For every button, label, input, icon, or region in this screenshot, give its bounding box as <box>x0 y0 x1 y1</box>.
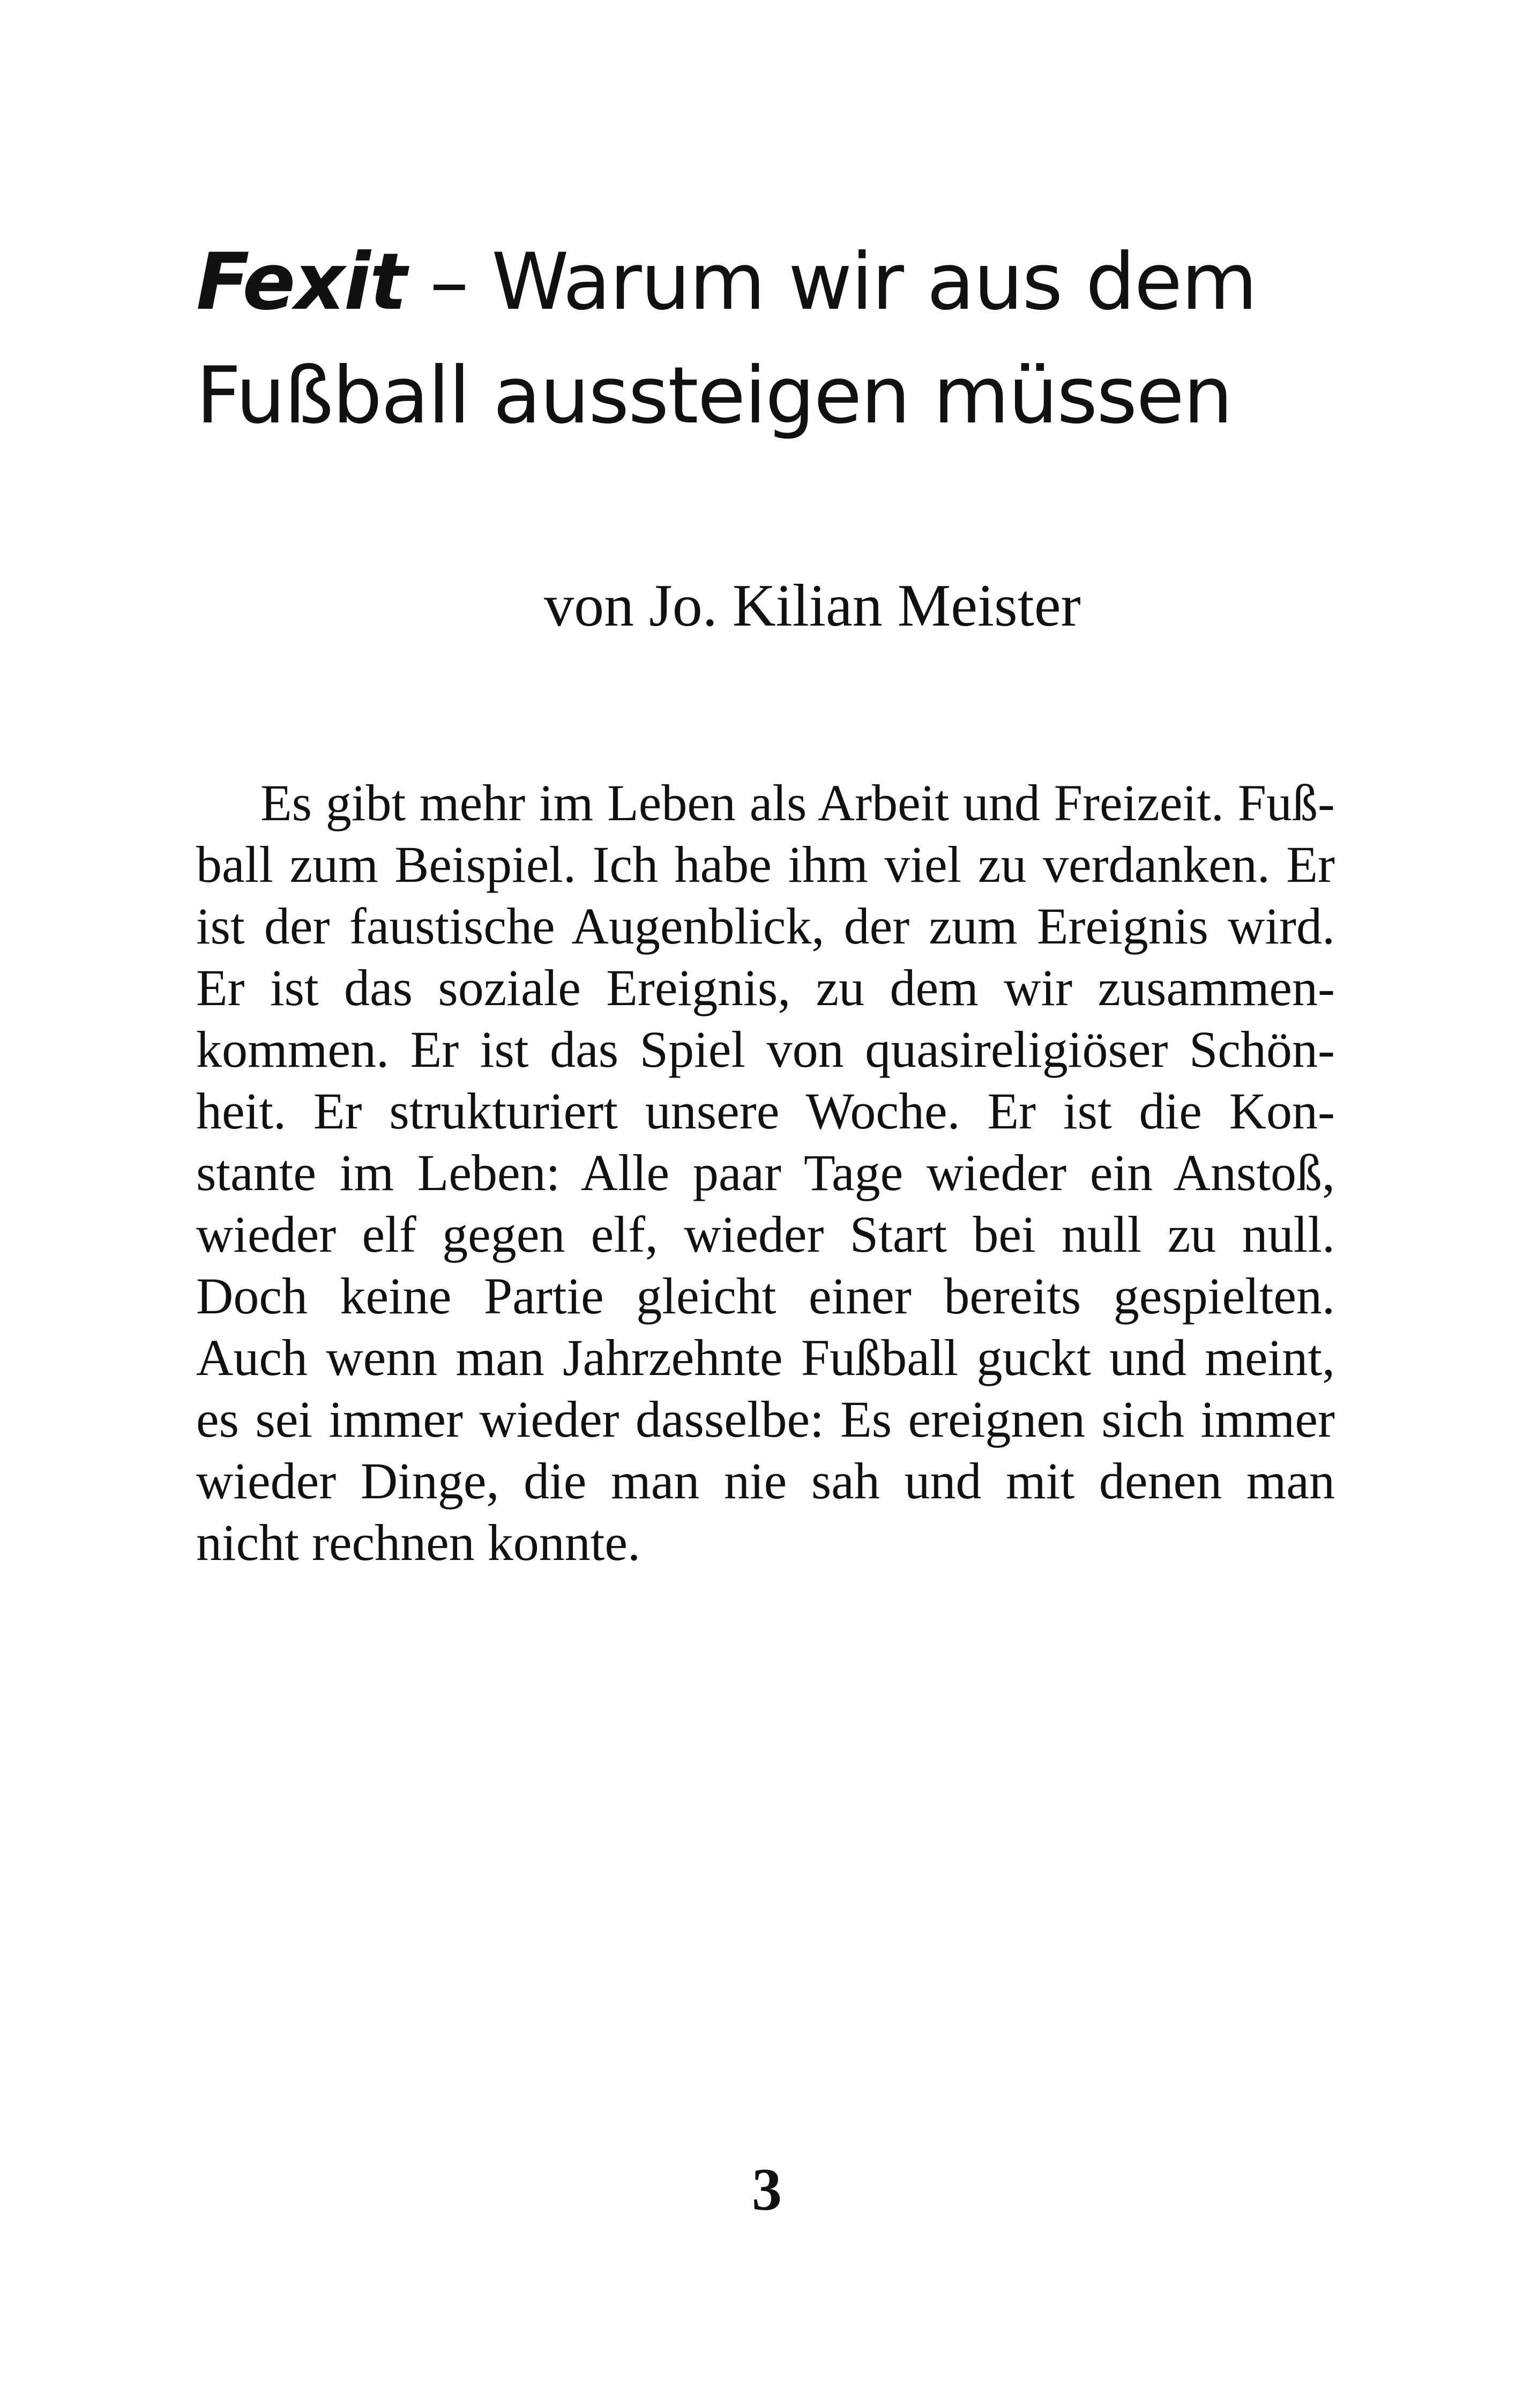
paragraph-line: kommen. Er ist das Spiel von quasireligiöser Schön- <box>196 1021 1335 1078</box>
body-paragraph <box>196 772 1335 1573</box>
paragraph-line: wieder elf gegen elf, wieder Start bei null zu null. <box>196 1206 1335 1263</box>
page-title <box>196 225 1402 452</box>
paragraph-line: Doch keine Partie gleicht einer bereits gespielten. <box>196 1267 1335 1325</box>
title-emphasis: Fexit <box>196 236 406 328</box>
title-line2: Fußball aussteigen müssen <box>196 350 1232 441</box>
page-number: 3 <box>752 2157 782 2223</box>
paragraph-line: ist der faustische Augenblick, der zum Ereignis wird. <box>196 897 1335 955</box>
paragraph-line: Auch wenn man Jahrzehnte Fußball guckt und meint, <box>196 1329 1335 1386</box>
paragraph-line: Er ist das soziale Ereignis, zu dem wir zusammen- <box>196 959 1335 1016</box>
paragraph-line: stante im Leben: Alle paar Tage wieder ein Anstoß, <box>196 1144 1335 1201</box>
paragraph-line: heit. Er strukturiert unsere Woche. Er ist die Kon- <box>196 1082 1335 1140</box>
paragraph-line: Es gibt mehr im Leben als Arbeit und Freizeit. Fuß- <box>260 774 1335 831</box>
paragraph-line: nicht rechnen konnte. <box>196 1514 641 1571</box>
paragraph-line: ball zum Beispiel. Ich habe ihm viel zu verdanken. Er <box>196 836 1335 893</box>
paragraph-line: wieder Dinge, die man nie sah und mit denen man <box>196 1452 1335 1510</box>
author-line: von Jo. Kilian Meister <box>544 573 1081 639</box>
title-rest-line1: – Warum wir aus dem <box>406 236 1257 328</box>
paragraph-line: es sei immer wieder dasselbe: Es ereignen sich immer <box>196 1391 1335 1448</box>
